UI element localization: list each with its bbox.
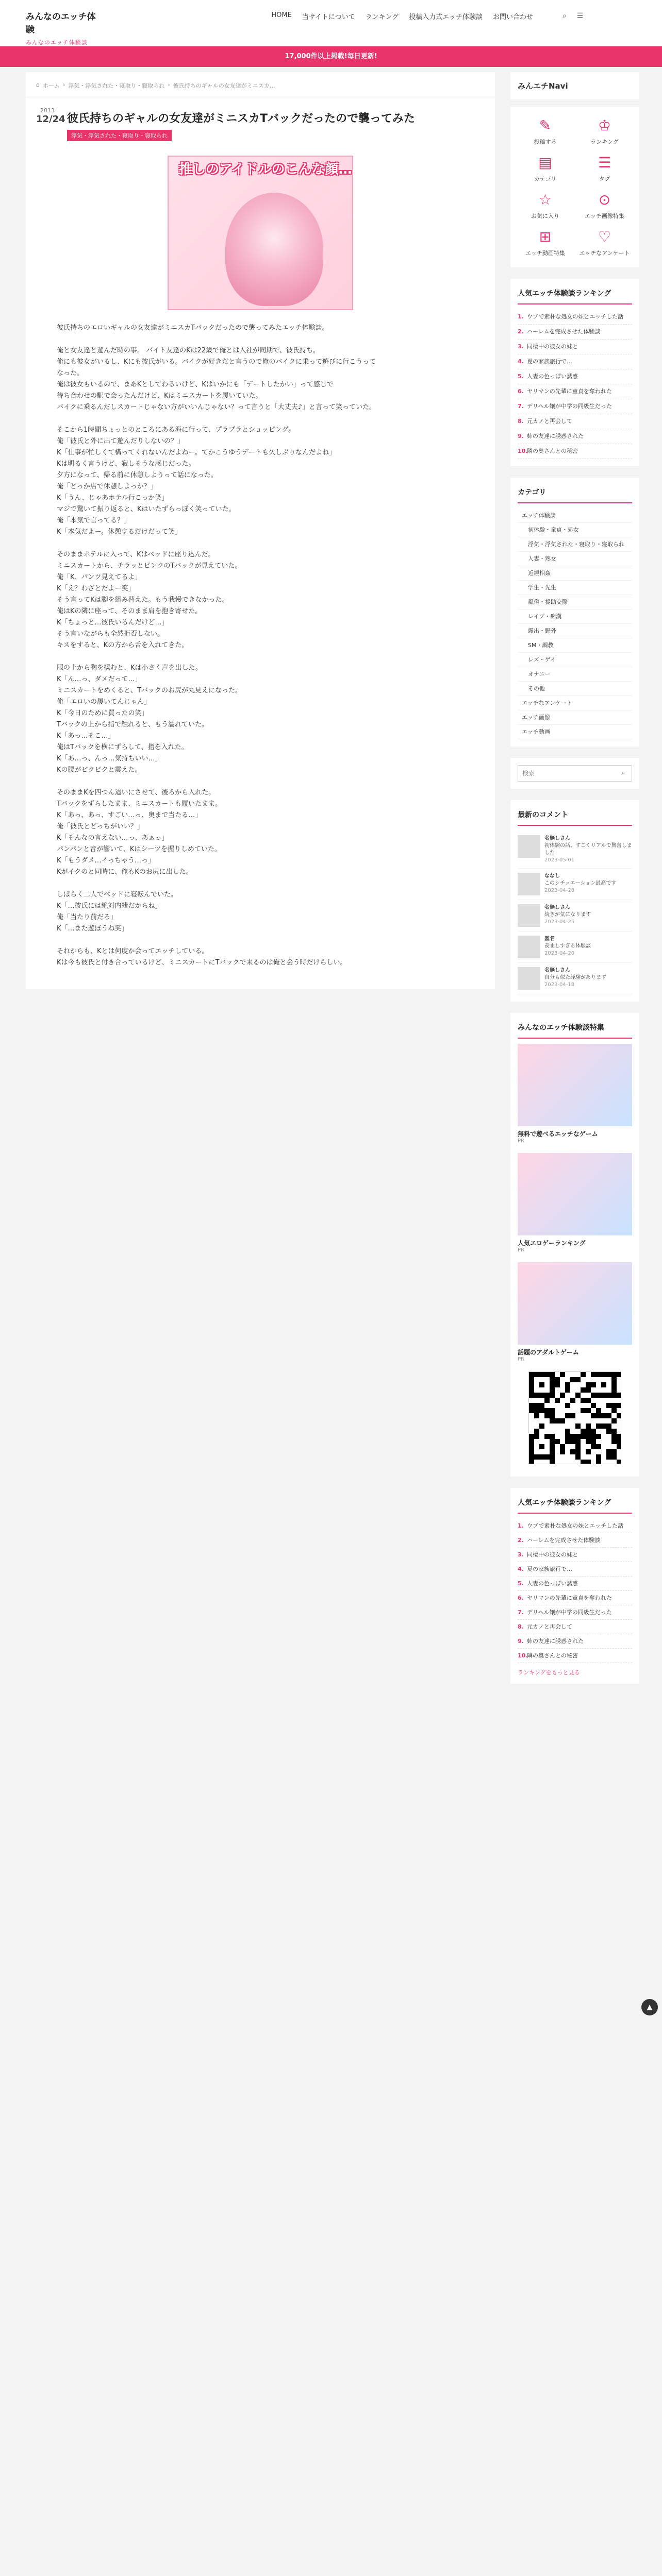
qr-module (544, 1454, 550, 1460)
qr-module (586, 1429, 591, 1434)
qr-module (534, 1403, 539, 1408)
qr-module (591, 1382, 596, 1387)
qr-module (534, 1393, 539, 1398)
article-title: 彼氏持ちのギャルの女友達がミニスカTバックだったので襲ってみた (67, 112, 416, 125)
ranking-item[interactable]: 6. ヤリマンの先輩に童貞を奪われた (518, 384, 632, 399)
qr-module (529, 1444, 534, 1449)
logo-subtitle: みんなのエッチ体験談 (26, 39, 88, 46)
category-item[interactable]: 近親相姦 (518, 566, 632, 581)
feature-title: 人気エロゲーランキング (518, 1240, 586, 1247)
qr-module (591, 1372, 596, 1377)
comment-text: 続きが気になります (544, 912, 591, 918)
qr-module (534, 1434, 539, 1439)
qr-module (534, 1372, 539, 1377)
qr-module (596, 1454, 601, 1460)
qr-module (606, 1403, 611, 1408)
search-widget (510, 758, 639, 789)
qr-module (581, 1387, 586, 1393)
qr-module (611, 1449, 617, 1454)
comment-date: 2023-04-20 (544, 951, 575, 956)
qr-module (591, 1413, 596, 1418)
feature-card[interactable] (518, 1262, 632, 1362)
qr-module (586, 1382, 591, 1387)
qr-module (544, 1413, 550, 1418)
feature-list (518, 1044, 632, 1362)
qr-module (550, 1439, 555, 1444)
qr-module (570, 1449, 575, 1454)
qr-module (611, 1403, 617, 1408)
comment-list (518, 831, 632, 994)
page-top-button[interactable]: ▲ (641, 1999, 658, 2015)
qr-module (539, 1423, 544, 1429)
qr-module (550, 1393, 555, 1398)
menu-icon[interactable]: ☰ (576, 12, 584, 20)
bottom-ranking-widget (510, 1488, 639, 1684)
qr-module (550, 1460, 555, 1464)
sidebar-site-title[interactable]: みんエチNavi (510, 72, 639, 99)
qr-module (529, 1408, 534, 1413)
avatar (518, 904, 540, 927)
qr-module (611, 1393, 617, 1398)
qr-module (611, 1372, 617, 1377)
qr-module (555, 1418, 560, 1423)
qr-module (586, 1408, 591, 1413)
feature-image (518, 1153, 632, 1235)
qr-module (560, 1418, 565, 1423)
qr-module (544, 1393, 550, 1398)
feature-title: 話題のアダルトゲーム (518, 1349, 579, 1356)
qr-module (539, 1372, 544, 1377)
ranking-item[interactable]: 1. ウブで素朴な処女の妹とエッチした話 (518, 310, 632, 325)
category-item[interactable]: 風俗・援助交際 (518, 595, 632, 609)
ranking-item[interactable]: 1. ウブで素朴な処女の妹とエッチした話 (518, 1519, 632, 1533)
qr-module (529, 1372, 534, 1377)
qr-module (560, 1444, 565, 1449)
qr-module (591, 1429, 596, 1434)
feature-sponsor: PR (518, 1247, 524, 1253)
qr-module (529, 1377, 534, 1382)
qr-module (601, 1393, 606, 1398)
qr-module (591, 1403, 596, 1408)
qr-module (555, 1382, 560, 1387)
hero-illustration (225, 193, 323, 306)
ranking-item[interactable]: 7. デリヘル嬢が中学の同級生だった (518, 1605, 632, 1620)
ranking-title: 人気エッチ体験談ランキング (518, 286, 632, 304)
qr-module (601, 1413, 606, 1418)
qr-module (565, 1403, 570, 1408)
qr-module (550, 1413, 555, 1418)
qr-module (611, 1408, 617, 1413)
category-item[interactable]: 学生・先生 (518, 581, 632, 595)
qr-module (575, 1454, 581, 1460)
qr-module (586, 1439, 591, 1444)
ranking-item[interactable]: 5. 人妻の色っぽい誘惑 (518, 1577, 632, 1591)
video-icon: ⊞ (539, 228, 552, 245)
ranking-item[interactable]: 10. 隣の奥さんとの秘密 (518, 1649, 632, 1663)
qr-module (581, 1429, 586, 1434)
ranking-item[interactable]: 10. 隣の奥さんとの秘密 (518, 444, 632, 459)
qr-module (560, 1372, 565, 1377)
feature-sponsor: PR (518, 1138, 524, 1144)
qr-module (555, 1377, 560, 1382)
qr-module (617, 1444, 621, 1449)
comments-widget (510, 800, 639, 1002)
category-item[interactable]: 露出・野外 (518, 624, 632, 638)
search-box (518, 765, 632, 782)
qr-module (550, 1387, 555, 1393)
icon-link-survey[interactable]: ♡ エッチなアンケート (575, 228, 634, 257)
category-list (518, 509, 632, 739)
ranking-item[interactable]: 9. 姉の友達に誘惑された (518, 429, 632, 444)
qr-module (617, 1403, 621, 1408)
ranking-widget (510, 279, 639, 466)
category-item[interactable]: 人妻・熟女 (518, 552, 632, 566)
qr-module (617, 1413, 621, 1418)
qr-module (586, 1449, 591, 1454)
ranking-item[interactable]: 5. 人妻の色っぽい誘惑 (518, 369, 632, 384)
ranking-item[interactable]: 6. ヤリマンの先輩に童貞を奪われた (518, 1591, 632, 1605)
qr-module (550, 1408, 555, 1413)
qr-module (570, 1439, 575, 1444)
comment-item[interactable] (518, 900, 632, 931)
qr-module (611, 1434, 617, 1439)
qr-module (529, 1434, 534, 1439)
qr-module (581, 1398, 586, 1403)
ranking-item[interactable]: 4. 夏の家族旅行で… (518, 354, 632, 369)
qr-module (596, 1372, 601, 1377)
post-day: 12/24 (36, 114, 65, 125)
comment-date: 2023-04-25 (544, 919, 575, 925)
qr-module (611, 1439, 617, 1444)
qr-module (539, 1444, 544, 1449)
feature-sponsor: PR (518, 1357, 524, 1362)
qr-module (529, 1387, 534, 1393)
feature-image (518, 1044, 632, 1126)
qr-module (581, 1372, 586, 1377)
ranking-item[interactable]: 4. 夏の家族旅行で… (518, 1562, 632, 1577)
qr-module (565, 1429, 570, 1434)
comment-date: 2023-04-28 (544, 888, 575, 893)
qr-module (606, 1423, 611, 1429)
qr-module (550, 1434, 555, 1439)
qr-module (606, 1449, 611, 1454)
features-title: みんなのエッチ体験談特集 (518, 1020, 632, 1039)
comment-content (544, 967, 606, 990)
breadcrumb: ⌂ ホーム › 浮気・浮気された・寝取り・寝取られ › 彼氏持ちのギャルの女友達がミニスカ… (26, 72, 495, 97)
comments-title: 最新のコメント (518, 807, 632, 826)
qr-module (534, 1429, 539, 1434)
nav-about[interactable]: 当サイトについて (302, 13, 355, 21)
qr-module (606, 1413, 611, 1418)
qr-module (539, 1382, 544, 1387)
qr-module (611, 1387, 617, 1393)
qr-module (596, 1408, 601, 1413)
qr-module (544, 1408, 550, 1413)
qr-module (565, 1434, 570, 1439)
avatar (518, 936, 540, 958)
ranking-item[interactable]: 7. デリヘル嬢が中学の同級生だった (518, 399, 632, 414)
qr-module (596, 1460, 601, 1464)
qr-module (550, 1418, 555, 1423)
qr-module (611, 1429, 617, 1434)
qr-module (550, 1454, 555, 1460)
qr-module (606, 1393, 611, 1398)
qr-module (529, 1454, 534, 1460)
feature-card[interactable] (518, 1153, 632, 1253)
qr-module (565, 1413, 570, 1418)
qr-module (596, 1393, 601, 1398)
qr-module (596, 1444, 601, 1449)
category-item[interactable]: レズ・ゲイ (518, 653, 632, 667)
qr-module (581, 1460, 586, 1464)
qr-module (565, 1387, 570, 1393)
qr-module (586, 1434, 591, 1439)
tag-icon: ☰ (598, 154, 611, 171)
qr-module (550, 1382, 555, 1387)
qr-module (617, 1460, 621, 1464)
qr-module (555, 1398, 560, 1403)
comment-date: 2023-04-18 (544, 982, 575, 988)
category-item[interactable]: エッチ体験談 (518, 509, 632, 523)
article-text: 彼氏持ちのエロいギャルの女友達がミニスカTバックだったので襲ってみたエッチ体験談。 俺と女友達と遊んだ時の事。 バイト友達のKは22歳で俺とは入社が同期で、彼氏持ち。 俺にも彼女がいるし、Kにも彼氏がいる。バイクが好きだと言うので俺のバイクに乗って遊びに行こうって なった。 俺は彼女もいるので、まあKとしてわるいけど、Kはいかにも「デートしたかい」って感じで 待ち合わせの駅で会ったんだけど、Kはミニスカートを履いていた。 バイクに乗るんだしスカートじゃない方がいいんじゃない？って言うと「大丈夫♪」と言って笑っていた。 そこから1時間ちょっとのところにある海に行って、プラプラとショッピング。 俺「彼氏と外に出て遊んだりしないの？」 K「仕事が忙しくて構ってくれないんだよねー。てかこうゆうデートも久しぶりなんだよね」 Kは明るく言うけど、寂しそうな感じだった。 夕方になって、帰る前に休憩しようって話になった。 俺「どっか店で休憩しよっか？」 K「うん、じゃあホテル行こっか笑」 マジで驚いて振り返ると、Kはいたずらっぽく笑っていた。 俺「本気で言ってる？」 K「本気だよー。休憩するだけだって笑」 そのままホテルに入って、Kはベッドに座り込んだ。 ミニスカートから、チラッとピンクのTバックが見えていた。 俺「K、パンツ見えてるよ」 K「え？わざとだよー笑」 そう言ってKは脚を組み替えた。もう我慢できなかった。 俺はKの隣に座って、そのまま肩を抱き寄せた。 K「ちょっと…彼氏いるんだけど…」 そう言いながらも全然拒否しない。 キスをすると、Kの方から舌を入れてきた。 服の上から胸を揉むと、Kは小さく声を出した。 K「ん…っ、ダメだって…」 ミニスカートをめくると、Tバックのお尻が丸見えになった。 俺「エロいの履いてんじゃん」 K「今日のために買ったの笑」 Tバックの上から指で触れると、もう濡れていた。 K「あっ…そこ…」 俺はTバックを横にずらして、指を入れた。 K「あ…っ、んっ…気持ちいい…」 Kの腰がビクビクと震えた。 そのままKを四つん這いにさせて、後ろから入れた。 Tバックをずらしたまま、ミニスカートも履いたまま。 K「あっ、あっ、すごい…っ、奥まで当たる…」 俺「彼氏とどっちがいい？」 K「そんなの言えない…っ、あぁっ」 パンパンと音が響いて、Kはシーツを握りしめていた。 K「もうダメ…イっちゃう…っ」 Kがイクのと同時に、俺もKのお尻に出した。 しばらく二人でベッドに寝転んでいた。 K「…彼氏には絶対内緒だからね」 俺「当たり前だろ」 K「…また遊ぼうね笑」 それからも、Kとは何度か会ってエッチしている。 Kは今も彼氏と付き合っているけど、ミニスカートにTバックで来るのは俺と会う時だけらしい。 (57, 324, 376, 967)
qr-module (565, 1382, 570, 1387)
category-tag[interactable]: 浮気・浮気された・寝取り・寝取られ (67, 130, 172, 141)
qr-module (534, 1413, 539, 1418)
qr-module (617, 1434, 621, 1439)
heart-icon: ♡ (598, 228, 611, 245)
comment-text: 自分も似た経験があります (544, 975, 606, 980)
category-item[interactable]: エッチなアンケート (518, 696, 632, 710)
qr-module (601, 1382, 606, 1387)
icon-link-favorites[interactable]: ☆ お気に入り (516, 191, 575, 220)
qr-module (617, 1393, 621, 1398)
qr-module (581, 1408, 586, 1413)
qr-module (606, 1372, 611, 1377)
ranking-item[interactable]: 2. ハーレムを完成させた体験談 (518, 1533, 632, 1548)
comment-content (544, 904, 591, 927)
qr-module (575, 1444, 581, 1449)
qr-module (534, 1454, 539, 1460)
qr-module (544, 1398, 550, 1403)
sidebar (510, 72, 639, 1695)
qr-module (570, 1398, 575, 1403)
camera-icon: ⊙ (598, 191, 611, 208)
top-icons (560, 11, 585, 21)
qr-module (581, 1434, 586, 1439)
nav-contact[interactable]: お問い合わせ (492, 13, 533, 21)
qr-module (529, 1460, 534, 1464)
qr-module (586, 1460, 591, 1464)
category-item[interactable]: 浮気・浮気された・寝取り・寝取られ (518, 537, 632, 552)
more-ranking-link[interactable]: ランキングをもっと見る (518, 1669, 580, 1676)
avatar (518, 835, 540, 858)
comment-author: 名無しさん (544, 905, 570, 910)
avatar (518, 873, 540, 895)
comment-item[interactable] (518, 869, 632, 900)
ranking-item[interactable]: 9. 姉の友達に誘惑された (518, 1634, 632, 1649)
qr-module (606, 1429, 611, 1434)
qr-module (586, 1387, 591, 1393)
qr-module (575, 1393, 581, 1398)
feature-image (518, 1262, 632, 1345)
search-icon[interactable]: ⌕ (621, 769, 625, 777)
qr-module (596, 1413, 601, 1418)
qr-module (611, 1382, 617, 1387)
qr-module (550, 1377, 555, 1382)
qr-module (575, 1423, 581, 1429)
qr-module (565, 1439, 570, 1444)
qr-module (550, 1449, 555, 1454)
comment-author: 匿名 (544, 936, 555, 942)
comment-author: ななし (544, 873, 560, 879)
category-item[interactable]: エッチ動画 (518, 725, 632, 739)
logo-title: みんなのエッチ体験 (26, 12, 96, 35)
qr-module (529, 1439, 534, 1444)
qr-module (560, 1449, 565, 1454)
qr-module (611, 1418, 617, 1423)
search-input[interactable] (518, 766, 615, 781)
star-icon: ☆ (538, 191, 552, 208)
avatar (518, 967, 540, 990)
category-item[interactable]: SM・調教 (518, 638, 632, 653)
ranking-item[interactable]: 3. 同棲中の彼女の妹と (518, 340, 632, 354)
icon-link-post[interactable]: ✎ 投稿する (516, 117, 575, 146)
comment-content (544, 835, 632, 864)
bottom-ranking-title: 人気エッチ体験談ランキング (518, 1495, 632, 1514)
qr-module (534, 1408, 539, 1413)
comment-text: このシチュエーション最高です (544, 880, 617, 886)
category-item[interactable]: エッチ画像 (518, 710, 632, 725)
ranking-item[interactable]: 3. 同棲中の彼女の妹と (518, 1548, 632, 1562)
nav-post[interactable]: 投稿入力式エッチ体験談 (409, 13, 483, 21)
qr-module (617, 1439, 621, 1444)
qr-module (550, 1444, 555, 1449)
pencil-icon: ✎ (539, 117, 552, 134)
qr-module (617, 1372, 621, 1377)
nav-home[interactable]: HOME (271, 11, 292, 19)
qr-code (528, 1371, 621, 1464)
icon-link-ranking[interactable]: ♔ ランキング (575, 117, 634, 146)
breadcrumb-item[interactable]: 浮気・浮気された・寝取り・寝取られ (68, 82, 165, 89)
qr-module (591, 1439, 596, 1444)
qr-module (586, 1423, 591, 1429)
qr-module (596, 1434, 601, 1439)
hero-caption: 推しのアイドルのこんな顔… (179, 162, 352, 177)
ranking-item[interactable]: 2. ハーレムを完成させた体験談 (518, 325, 632, 340)
icon-link-tag[interactable]: ☰ タグ (575, 154, 634, 183)
qr-module (539, 1403, 544, 1408)
qr-module (529, 1382, 534, 1387)
qr-module (570, 1413, 575, 1418)
feature-card[interactable] (518, 1044, 632, 1144)
nav-ranking[interactable]: ランキング (365, 13, 399, 21)
qr-module (529, 1403, 534, 1408)
home-icon[interactable]: ⌂ (36, 81, 40, 88)
folder-icon: ▤ (538, 154, 552, 171)
qr-module (591, 1434, 596, 1439)
site-logo[interactable] (26, 9, 103, 46)
qr-module (575, 1434, 581, 1439)
qr-module (544, 1434, 550, 1439)
icon-link-category[interactable]: ▤ カテゴリ (516, 154, 575, 183)
comment-text: 初体験の話、すごくリアルで興奮しました (544, 843, 632, 856)
category-item[interactable]: その他 (518, 682, 632, 696)
comment-item[interactable] (518, 963, 632, 994)
comment-content (544, 873, 616, 895)
comment-item[interactable] (518, 831, 632, 869)
feature-title: 無料で遊べるエッチなゲーム (518, 1130, 598, 1138)
qr-module (570, 1434, 575, 1439)
qr-module (606, 1454, 611, 1460)
qr-module (591, 1444, 596, 1449)
icon-link-images[interactable]: ⊙ エッチ画像特集 (575, 191, 634, 220)
category-item[interactable]: 初体験・童貞・処女 (518, 523, 632, 537)
qr-module (570, 1377, 575, 1382)
qr-module (601, 1423, 606, 1429)
breadcrumb-item[interactable]: ホーム (42, 82, 60, 89)
article-hero-image (168, 156, 353, 310)
category-item[interactable]: オナニー (518, 667, 632, 682)
breadcrumb-item: 彼氏持ちのギャルの女友達がミニスカ… (173, 82, 275, 89)
article-main (26, 72, 495, 989)
qr-module (601, 1372, 606, 1377)
comment-text: 羨ましすぎる体験談 (544, 943, 591, 949)
qr-module (544, 1372, 550, 1377)
category-title: カテゴリ (518, 485, 632, 503)
features-widget (510, 1013, 639, 1477)
ranking-item[interactable]: 8. 元カノと再会して (518, 414, 632, 429)
search-icon[interactable]: ⌕ (562, 12, 567, 20)
bottom-ranking-list (518, 1519, 632, 1663)
comment-item[interactable] (518, 931, 632, 963)
comment-content (544, 936, 591, 958)
post-year: 2013 (40, 107, 55, 114)
icon-link-videos[interactable]: ⊞ エッチ動画特集 (516, 228, 575, 257)
qr-module (575, 1377, 581, 1382)
qr-module (596, 1423, 601, 1429)
category-widget (510, 478, 639, 747)
qr-module (611, 1454, 617, 1460)
qr-module (539, 1393, 544, 1398)
sidebar-icon-grid (510, 107, 639, 267)
qr-module (586, 1398, 591, 1403)
site-header (0, 0, 662, 46)
qr-module (611, 1377, 617, 1382)
ranking-list (518, 310, 632, 459)
qr-module (575, 1439, 581, 1444)
announcement-banner[interactable]: 17,000件以上掲載!毎日更新! (0, 46, 662, 67)
comment-author: 名無しさん (544, 836, 570, 841)
qr-module (591, 1393, 596, 1398)
qr-module (529, 1449, 534, 1454)
top-nav (271, 11, 533, 21)
qr-module (560, 1393, 565, 1398)
qr-module (575, 1449, 581, 1454)
qr-module (539, 1408, 544, 1413)
comment-date: 2023-05-01 (544, 857, 575, 863)
article-body (26, 323, 495, 969)
comment-author: 名無しさん (544, 968, 570, 973)
post-date (36, 107, 65, 125)
crown-icon: ♔ (598, 117, 611, 134)
qr-module (555, 1439, 560, 1444)
qr-module (550, 1372, 555, 1377)
qr-module (539, 1454, 544, 1460)
category-item[interactable]: レイプ・痴漢 (518, 609, 632, 624)
ranking-item[interactable]: 8. 元カノと再会して (518, 1620, 632, 1634)
qr-module (529, 1393, 534, 1398)
